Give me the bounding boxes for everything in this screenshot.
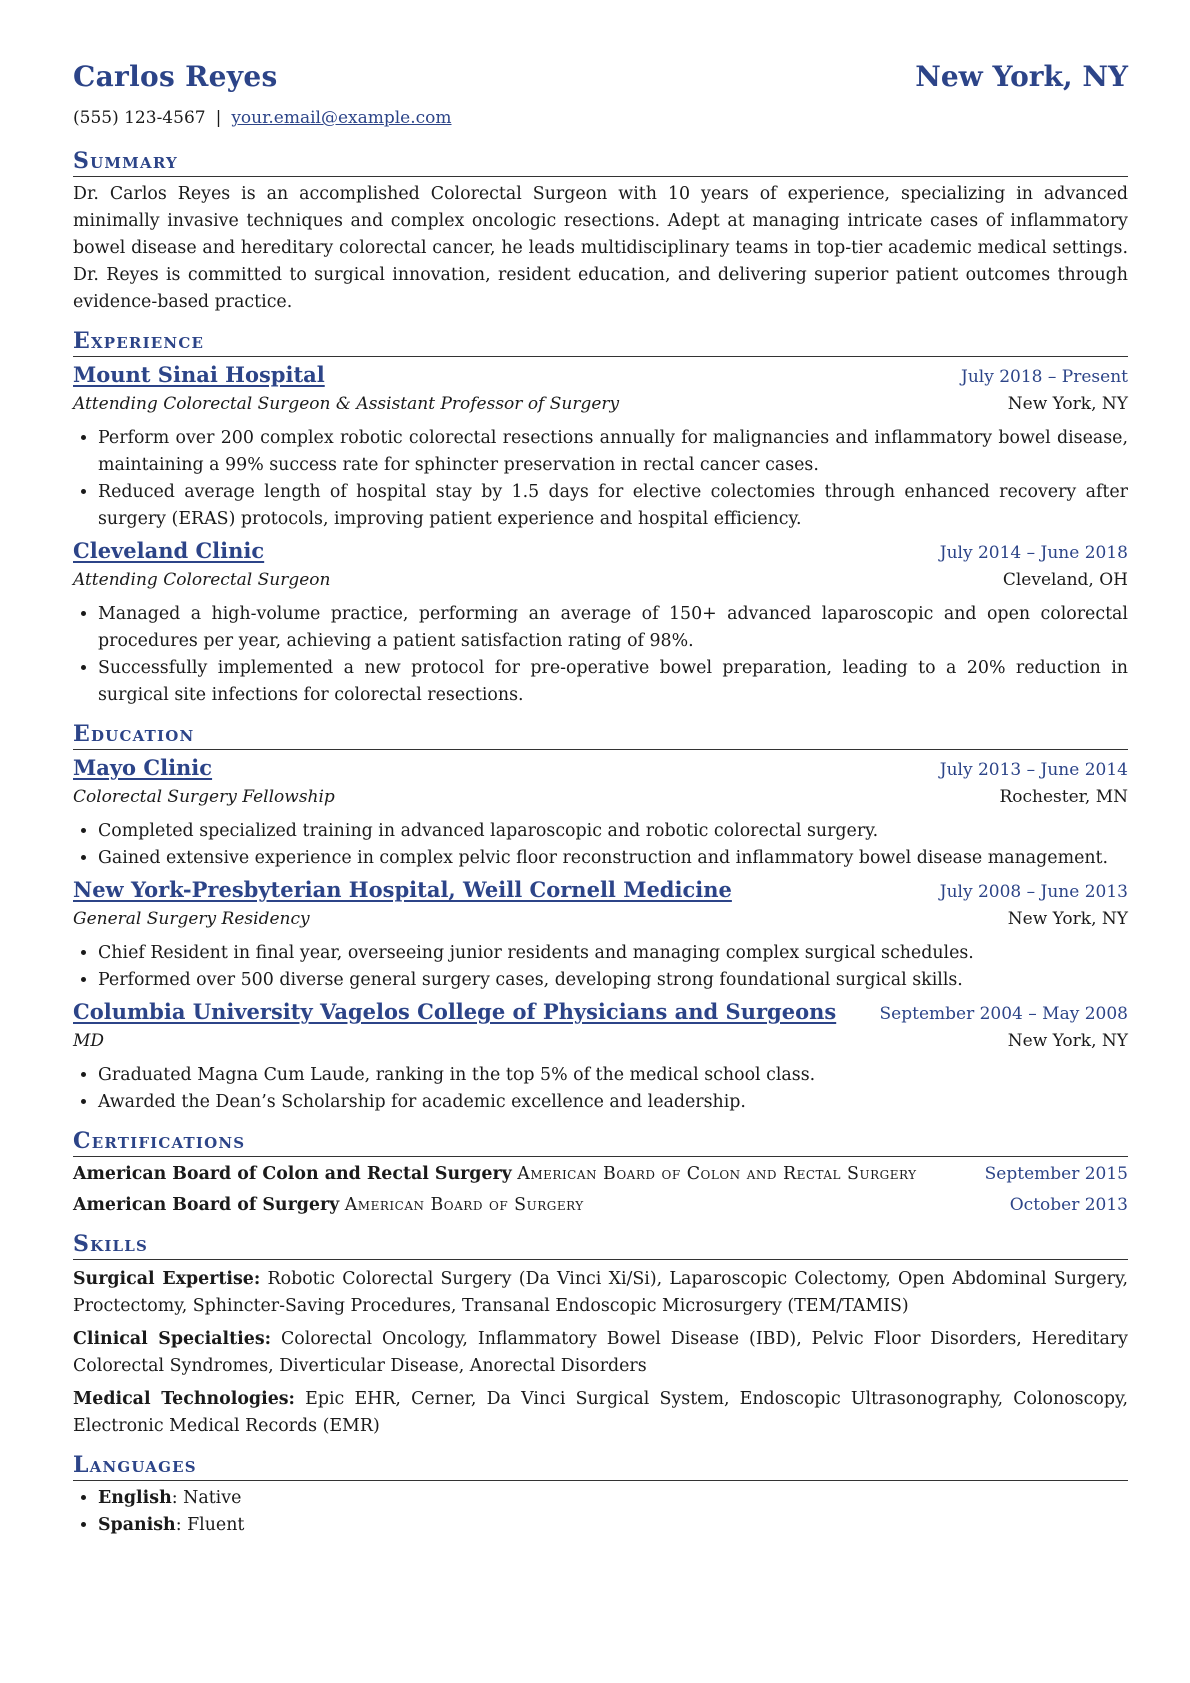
skill-value: Epic EHR, Cerner, Da Vinci Surgical System, Endoscopic Ultrasonography, Colonoscopy, Electronic Medical Records (EMR) <box>73 1389 1128 1436</box>
certification-date: October 2013 <box>1009 1195 1128 1215</box>
certification-issuer: American Board of Colon and Rectal Surgery <box>517 1164 917 1184</box>
entry-role: MD <box>73 1031 105 1051</box>
phone-number: (555) 123-4567 <box>73 108 206 128</box>
bullet-list <box>73 601 1128 709</box>
org-link[interactable]: Mayo Clinic <box>73 755 213 780</box>
bullet-list <box>73 940 1128 994</box>
entry-role: Colorectal Surgery Fellowship <box>73 787 335 807</box>
bullet-item: • Chief Resident in final year, overseeing junior residents and managing complex surgical schedules. <box>98 940 1128 967</box>
language-item <box>98 1485 1128 1512</box>
bullet-item: • Perform over 200 complex robotic colorectal resections annually for malignancies and inflammatory bowel disease, maintaining a 99% success rate for sphincter preservation in rectal cancer cases. <box>98 425 1128 479</box>
org-link[interactable]: Cleveland Clinic <box>73 538 265 563</box>
entry-dates: July 2018 – Present <box>961 367 1128 387</box>
resume-header <box>73 60 1128 104</box>
contact-separator: | <box>215 108 222 128</box>
org-link[interactable]: New York-Presbyterian Hospital, Weill Cornell Medicine <box>73 877 732 902</box>
org-link[interactable]: Columbia University Vagelos College of Physicians and Surgeons <box>73 999 837 1024</box>
section-title-education: Education <box>73 719 1128 750</box>
org-link[interactable]: Mount Sinai Hospital <box>73 362 325 387</box>
skill-group <box>73 1326 1128 1380</box>
certification-item <box>73 1161 1128 1188</box>
entry-location: Rochester, MN <box>999 787 1128 807</box>
entry-dates: July 2008 – June 2013 <box>939 882 1128 902</box>
entry-dates: July 2014 – June 2018 <box>939 543 1128 563</box>
skill-label: Clinical Specialties: <box>73 1329 272 1349</box>
section-title-summary: Summary <box>73 146 1128 177</box>
language-name: English <box>98 1488 172 1508</box>
experience-entry <box>73 537 1128 709</box>
candidate-location: New York, NY <box>915 60 1128 93</box>
education-entry <box>73 754 1128 872</box>
bullet-item: • Awarded the Dean’s Scholarship for academic excellence and leadership. <box>98 1089 1128 1116</box>
skill-group <box>73 1266 1128 1320</box>
email-link[interactable]: your.email@example.com <box>231 108 452 128</box>
certification-name: American Board of Surgery <box>73 1195 340 1215</box>
bullet-item: • Successfully implemented a new protocol for pre-operative bowel preparation, leading to a 20% reduction in surgical site infections for colorectal resections. <box>98 655 1128 709</box>
education-entry <box>73 998 1128 1116</box>
bullet-item: • Gained extensive experience in complex pelvic floor reconstruction and inflammatory bowel disease management. <box>98 845 1128 872</box>
bullet-list <box>73 1062 1128 1116</box>
entry-role: Attending Colorectal Surgeon & Assistant Professor of Surgery <box>73 394 620 414</box>
skill-value: Colorectal Oncology, Inflammatory Bowel Disease (IBD), Pelvic Floor Disorders, Hereditary Colorectal Syndromes, Diverticular Disease, Anorectal Disorders <box>73 1329 1128 1376</box>
language-name: Spanish <box>98 1515 176 1535</box>
skill-value: Robotic Colorectal Surgery (Da Vinci Xi/Si), Laparoscopic Colectomy, Open Abdominal Surgery, Proctectomy, Sphincter-Saving Procedures, Transanal Endoscopic Microsurgery (TEM/TAMIS) <box>73 1269 1129 1316</box>
language-item <box>98 1512 1128 1539</box>
resume-page <box>73 60 1128 1539</box>
certification-item <box>73 1192 1128 1219</box>
section-title-certifications: Certifications <box>73 1126 1128 1157</box>
summary-text: Dr. Carlos Reyes is an accomplished Colorectal Surgeon with 10 years of experience, specializing in advanced minimally invasive techniques and complex oncologic resections. Adept at managing intricate cases of inflammatory bowel disease and hereditary colorectal cancer, he leads multidisciplinary teams in top-tier academic medical settings. Dr. Reyes is committed to surgical innovation, resident education, and delivering superior patient outcomes through evidence-based practice. <box>73 184 1128 312</box>
bullet-item: • Performed over 500 diverse general surgery cases, developing strong foundational surgical skills. <box>98 967 1128 994</box>
skill-group <box>73 1386 1128 1440</box>
language-level: : Native <box>171 1488 242 1508</box>
certification-date: September 2015 <box>984 1164 1128 1184</box>
entry-location: New York, NY <box>1007 394 1128 414</box>
section-title-experience: Experience <box>73 326 1128 357</box>
entry-dates: September 2004 – May 2008 <box>879 1004 1128 1024</box>
certification-name: American Board of Colon and Rectal Surgery <box>73 1164 512 1184</box>
language-list <box>73 1485 1128 1539</box>
experience-entry <box>73 361 1128 533</box>
entry-location: New York, NY <box>1007 909 1128 929</box>
section-title-skills: Skills <box>73 1229 1128 1260</box>
bullet-item: • Managed a high-volume practice, performing an average of 150+ advanced laparoscopic and open colorectal procedures per year, achieving a patient satisfaction rating of 98%. <box>98 601 1128 655</box>
bullet-item: • Completed specialized training in advanced laparoscopic and robotic colorectal surgery. <box>98 818 1128 845</box>
contact-line <box>73 108 1128 136</box>
bullet-item: • Reduced average length of hospital stay by 1.5 days for elective colectomies through enhanced recovery after surgery (ERAS) protocols, improving patient experience and hospital efficiency. <box>98 479 1128 533</box>
entry-role: General Surgery Residency <box>73 909 310 929</box>
entry-location: New York, NY <box>1007 1031 1128 1051</box>
education-entry <box>73 876 1128 994</box>
entry-location: Cleveland, OH <box>1002 570 1128 590</box>
language-level: : Fluent <box>175 1515 245 1535</box>
bullet-item: • Graduated Magna Cum Laude, ranking in the top 5% of the medical school class. <box>98 1062 1128 1089</box>
section-title-languages: Languages <box>73 1450 1128 1481</box>
candidate-name: Carlos Reyes <box>73 60 278 93</box>
entry-role: Attending Colorectal Surgeon <box>73 570 331 590</box>
skill-label: Medical Technologies: <box>73 1389 295 1409</box>
bullet-list <box>73 818 1128 872</box>
certification-issuer: American Board of Surgery <box>344 1195 584 1215</box>
entry-dates: July 2013 – June 2014 <box>939 760 1128 780</box>
skill-label: Surgical Expertise: <box>73 1269 261 1289</box>
bullet-list <box>73 425 1128 533</box>
